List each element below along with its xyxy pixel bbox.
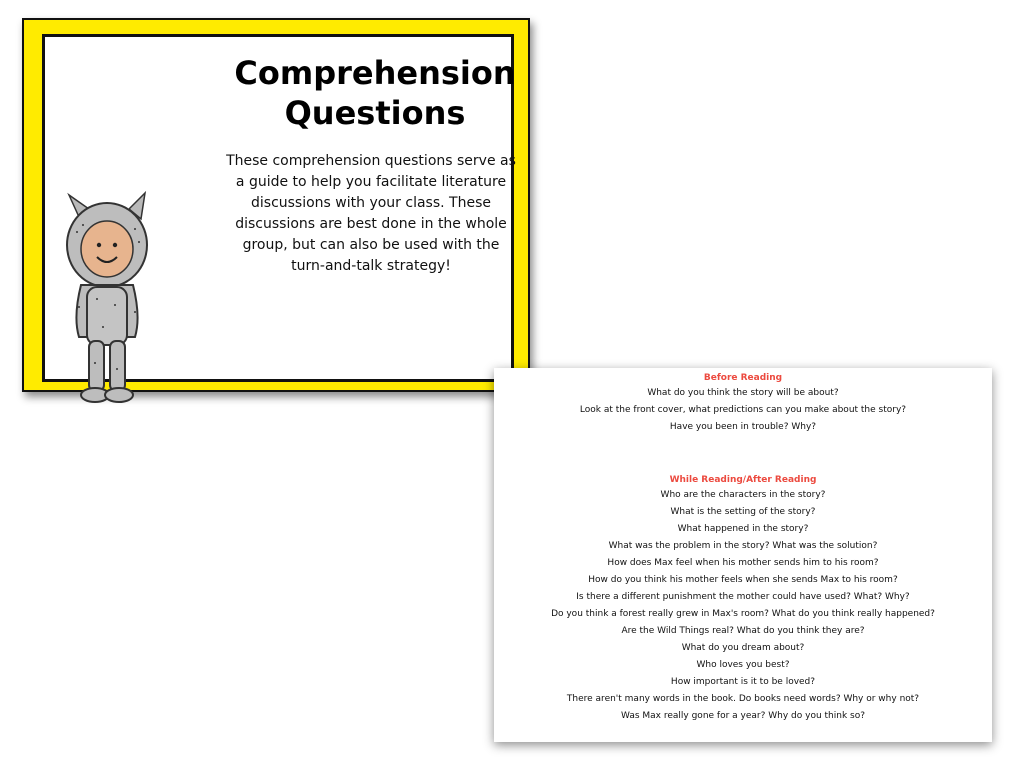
list-item: Is there a different punishment the mother could have used? What? Why? [576,592,910,602]
list-item: Are the Wild Things real? What do you think they are? [621,626,865,636]
intro-line: discussions with your class. These [251,195,491,211]
list-item: How does Max feel when his mother sends him to his room? [607,558,879,568]
list-item: There aren't many words in the book. Do books need words? Why or why not? [566,694,920,704]
list-item: Was Max really gone for a year? Why do you think so? [621,711,865,721]
intro-line: turn-and-talk strategy! [291,258,451,274]
cover-inner-panel [42,34,514,382]
intro-line: discussions are best done in the whole [235,216,507,232]
list-item: Who are the characters in the story? [660,490,826,500]
title-line-1: Comprehension [234,54,516,92]
list-item: Have you been in trouble? Why? [669,422,817,432]
list-item: What was the problem in the story? What was the solution? [608,541,878,551]
max-monster-illustration [59,187,159,407]
intro-line: a guide to help you facilitate literature [235,174,507,190]
list-item: How important is it to be loved? [670,677,816,687]
questions-list-card [494,368,992,742]
list-item: Who loves you best? [696,660,790,670]
comprehension-cover-card [22,18,530,392]
list-item: What do you dream about? [681,643,805,653]
list-item: What happened in the story? [677,524,809,534]
while-reading-heading: While Reading/After Reading [669,475,817,485]
intro-paragraph [221,151,521,277]
list-item: What do you think the story will be about? [647,388,839,398]
before-reading-heading: Before Reading [703,373,783,383]
title-line-2: Questions [284,94,466,132]
list-item: What is the setting of the story? [670,507,816,517]
intro-line: These comprehension questions serve as [226,153,516,169]
intro-line: group, but can also be used with the [242,237,500,253]
list-item: Look at the front cover, what predictions can you make about the story? [579,405,907,415]
list-item: Do you think a forest really grew in Max's room? What do you think really happened? [551,609,935,619]
page-title [230,53,520,133]
list-item: How do you think his mother feels when she sends Max to his room? [588,575,898,585]
